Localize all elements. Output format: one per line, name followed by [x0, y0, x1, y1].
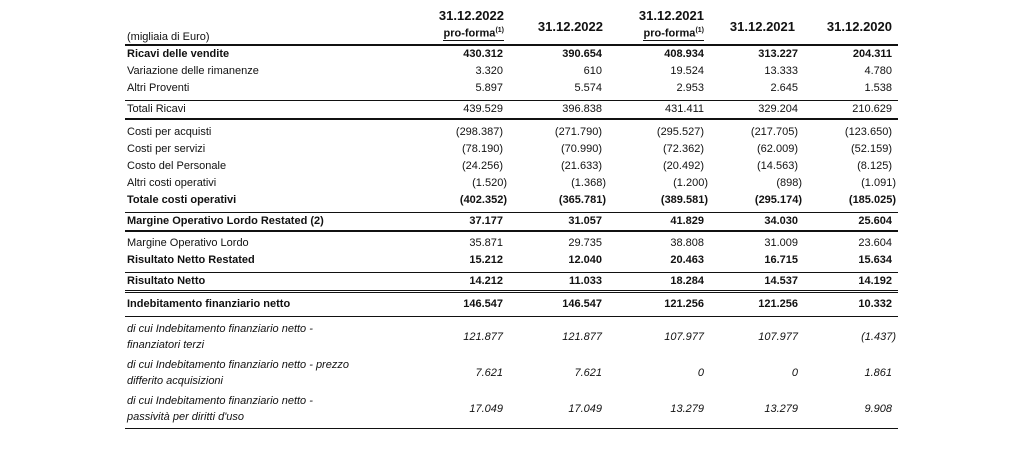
- table-cell-value: 107.977: [664, 331, 704, 343]
- column-header: [603, 6, 704, 44]
- table-cell-value: 14.192: [858, 275, 892, 287]
- table-cell-value: 1.861: [864, 367, 892, 379]
- table-cell-value: 146.547: [463, 298, 503, 310]
- table-cell-value: (1.520): [472, 177, 507, 189]
- table-cell-value: 329.204: [758, 103, 798, 115]
- table-cell-value: 16.715: [764, 254, 798, 266]
- table-cell-value: 41.829: [670, 215, 704, 227]
- column-header: [795, 6, 892, 44]
- table-cell-value: (72.362): [663, 143, 704, 155]
- table-cell-value: 430.312: [463, 48, 503, 60]
- table-cell-value: 1.538: [864, 82, 892, 94]
- table-cell-value: 210.629: [852, 103, 892, 115]
- row-label: Ricavi delle vendite: [127, 48, 230, 60]
- column-note: pro-forma$^{(1)}$: [643, 27, 704, 40]
- table-cell-value: 17.049: [568, 403, 602, 415]
- row-label: Costi per acquisti: [127, 126, 212, 138]
- table-cell-value: 11.033: [568, 275, 602, 287]
- table-cell-value: 2.645: [770, 82, 798, 94]
- table-cell-value: 20.463: [670, 254, 704, 266]
- row-label: Totali Ricavi: [127, 103, 186, 115]
- column-date: 31.12.2021: [638, 8, 704, 23]
- row-label: Margine Operativo Lordo: [127, 237, 249, 249]
- column-date: 31.12.2020: [826, 19, 892, 34]
- table-cell-value: 439.529: [463, 103, 503, 115]
- row-label: Altri costi operativi: [127, 177, 217, 189]
- table-cell-value: 13.279: [670, 403, 704, 415]
- financial-table: [125, 6, 898, 429]
- table-cell-value: 19.524: [670, 65, 704, 77]
- table-cell-value: 204.311: [852, 48, 892, 60]
- table-cell-value: (1.200): [673, 177, 708, 189]
- row-label: di cui Indebitamento finanziario netto - prezzo differito acquisizioni: [127, 359, 349, 387]
- table-cell-value: 34.030: [764, 215, 798, 227]
- table-cell-value: (14.563): [757, 160, 798, 172]
- table-row: [125, 213, 898, 230]
- table-cell-value: 121.877: [562, 331, 602, 343]
- table-cell-value: 25.604: [858, 215, 892, 227]
- table-cell-value: 121.256: [664, 298, 704, 310]
- table-cell-value: 0: [791, 367, 798, 379]
- row-label: Altri Proventi: [127, 82, 190, 94]
- table-row: [125, 320, 898, 356]
- row-label: Totale costi operativi: [127, 194, 237, 206]
- table-cell-value: (295.174): [754, 194, 802, 206]
- table-cell-value: 17.049: [469, 403, 503, 415]
- table-cell-value: 14.212: [469, 275, 503, 287]
- table-row: [125, 296, 898, 313]
- table-cell-value: 4.780: [864, 65, 892, 77]
- table-cell-value: 31.009: [764, 237, 798, 249]
- table-cell-value: 5.897: [475, 82, 503, 94]
- table-cell-value: 146.547: [562, 298, 602, 310]
- table-cell-value: 313.227: [758, 48, 798, 60]
- table-row: [125, 158, 898, 175]
- table-cell-value: 408.934: [664, 48, 704, 60]
- table-row: [125, 356, 898, 392]
- row-label: di cui Indebitamento finanziario netto - passività per diritti d'uso: [127, 395, 313, 423]
- table-cell-value: 3.320: [475, 65, 503, 77]
- table-cell-value: 15.634: [858, 254, 892, 266]
- table-row: [125, 101, 898, 118]
- table-cell-value: 390.654: [562, 48, 602, 60]
- table-cell-value: 107.977: [758, 331, 798, 343]
- table-cell-value: (21.633): [561, 160, 602, 172]
- table-cell-value: (185.025): [848, 194, 896, 206]
- table-header: [125, 6, 898, 44]
- row-label: Costi per servizi: [127, 143, 206, 155]
- table-cell-value: 12.040: [568, 254, 602, 266]
- table-row: [125, 235, 898, 252]
- table-cell-value: 37.177: [469, 215, 503, 227]
- table-cell-value: (62.009): [757, 143, 798, 155]
- table-cell-value: 15.212: [469, 254, 503, 266]
- table-cell-value: 9.908: [864, 403, 892, 415]
- table-row: [125, 252, 898, 269]
- table-cell-value: (402.352): [459, 194, 507, 206]
- column-header: [405, 6, 504, 44]
- table-cell-value: (365.781): [558, 194, 606, 206]
- unit-label: (migliaia di Euro): [127, 31, 210, 43]
- table-cell-value: (52.159): [851, 143, 892, 155]
- table-cell-value: (898): [776, 177, 802, 189]
- table-cell-value: (298.387): [455, 126, 503, 138]
- table-row: [125, 46, 898, 63]
- table-cell-value: 35.871: [469, 237, 503, 249]
- table-cell-value: (271.790): [554, 126, 602, 138]
- row-label: di cui Indebitamento finanziario netto - finanziatori terzi: [127, 323, 313, 351]
- table-cell-value: (1.437): [861, 331, 896, 343]
- table-cell-value: 396.838: [562, 103, 602, 115]
- table-cell-value: 29.735: [568, 237, 602, 249]
- table-cell-value: 10.332: [858, 298, 892, 310]
- row-label: Indebitamento finanziario netto: [127, 298, 291, 310]
- table-row: [125, 192, 898, 209]
- table-cell-value: 23.604: [858, 237, 892, 249]
- row-label: Costo del Personale: [127, 160, 227, 172]
- table-cell-value: 7.621: [475, 367, 503, 379]
- table-cell-value: (295.527): [656, 126, 704, 138]
- row-label: Risultato Netto Restated: [127, 254, 255, 266]
- column-header: [704, 6, 795, 44]
- table-cell-value: 121.877: [463, 331, 503, 343]
- table-cell-value: 13.333: [764, 65, 798, 77]
- table-row: [125, 175, 898, 192]
- table-cell-value: 7.621: [574, 367, 602, 379]
- table-cell-value: 14.537: [764, 275, 798, 287]
- table-cell-value: 2.953: [676, 82, 704, 94]
- row-label: Margine Operativo Lordo Restated (2): [127, 215, 324, 227]
- table-row: [125, 392, 898, 428]
- table-bottom-rule: [125, 428, 898, 429]
- table-cell-value: (389.581): [660, 194, 708, 206]
- table-row: [125, 124, 898, 141]
- table-cell-value: 13.279: [764, 403, 798, 415]
- table-cell-value: 18.284: [670, 275, 704, 287]
- table-cell-value: (217.705): [750, 126, 798, 138]
- table-cell-value: (8.125): [857, 160, 892, 172]
- table-row: [125, 273, 898, 290]
- table-cell-value: (70.990): [561, 143, 602, 155]
- table-cell-value: 431.411: [665, 103, 704, 115]
- table-cell-value: 121.256: [758, 298, 798, 310]
- row-label: Risultato Netto: [127, 275, 206, 287]
- table-cell-value: (1.091): [861, 177, 896, 189]
- table-row: [125, 141, 898, 158]
- column-date: 31.12.2021: [729, 19, 795, 34]
- table-cell-value: 38.808: [670, 237, 704, 249]
- column-header: [508, 6, 603, 44]
- table-cell-value: 610: [583, 65, 602, 77]
- table-cell-value: (1.368): [571, 177, 606, 189]
- table-cell-value: 0: [697, 367, 704, 379]
- column-date: 31.12.2022: [438, 8, 504, 23]
- table-cell-value: (20.492): [663, 160, 704, 172]
- table-cell-value: 5.574: [574, 82, 602, 94]
- table-cell-value: 31.057: [568, 215, 602, 227]
- column-date: 31.12.2022: [537, 19, 603, 34]
- table-cell-value: (123.650): [844, 126, 892, 138]
- table-cell-value: (24.256): [462, 160, 503, 172]
- column-note: pro-forma$^{(1)}$: [443, 27, 504, 40]
- table-cell-value: (78.190): [462, 143, 503, 155]
- table-row: [125, 80, 898, 97]
- table-row: [125, 63, 898, 80]
- row-label: Variazione delle rimanenze: [127, 65, 259, 77]
